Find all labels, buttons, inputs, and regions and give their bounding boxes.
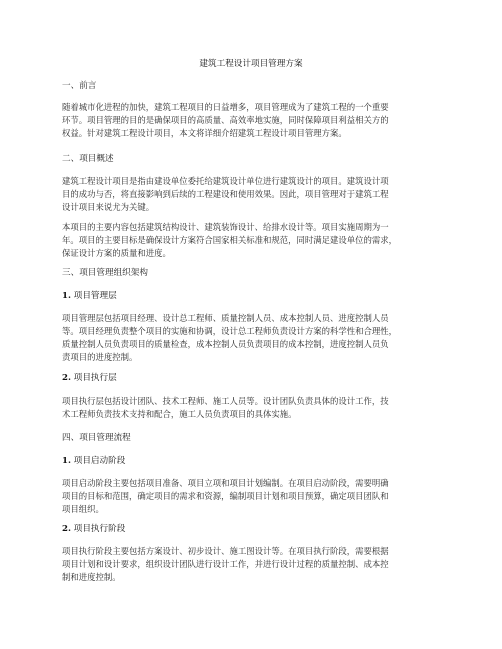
paragraph-line: 设计项目来说尤为关键。	[62, 202, 155, 212]
paragraph-line: 本项目的主要内容包括建筑结构设计、建筑装饰设计、给排水设计等。项目实施周期为一	[62, 222, 389, 232]
section-heading-preface	[62, 80, 452, 93]
section-heading-process	[62, 432, 452, 445]
subheading-startup-phase	[62, 455, 452, 468]
paragraph-line: 权益。针对建筑工程设计项目，本文将详细介绍建筑工程设计项目管理方案。	[62, 128, 347, 138]
paragraph-line: 项目管理层包括项目经理、设计总工程师、质量控制人员、成本控制人员、进度控制人员	[62, 313, 389, 323]
subheading-number: 2.	[62, 524, 71, 534]
paragraph-line: 年。项目的主要目标是确保设计方案符合国家相关标准和规范，同时满足建设单位的需求，	[62, 235, 397, 245]
paragraph-line: 术工程师负责技术支持和配合，施工人员负责项目的具体实施。	[62, 409, 297, 419]
document-title: 建筑工程设计项目管理方案	[199, 59, 303, 69]
subheading-text: 项目启动阶段	[73, 456, 126, 466]
subheading-number: 1.	[62, 291, 71, 301]
paragraph-line: 项目执行阶段主要包括方案设计、初步设计、施工图设计等。在项目执行阶段，需要根据	[62, 546, 389, 556]
paragraph-overview-1	[62, 175, 452, 214]
paragraph-line: 制和进度控制。	[62, 572, 121, 582]
subheading-execution-phase	[62, 523, 452, 536]
subheading-number: 1.	[62, 456, 71, 466]
paragraph-execution-layer	[62, 395, 452, 421]
section-heading-overview	[62, 153, 452, 166]
paragraph-line: 项目组织。	[62, 504, 104, 514]
subheading-text: 项目管理层	[73, 291, 117, 301]
paragraph-line: 保证设计方案的质量和进度。	[62, 248, 171, 258]
paragraph-management-layer	[62, 312, 452, 364]
heading-text: 一、前言	[62, 81, 97, 91]
subheading-text: 项目执行阶段	[73, 524, 126, 534]
paragraph-execution-phase	[62, 545, 452, 584]
paragraph-line: 项目启动阶段主要包括项目准备、项目立项和项目计划编制。在项目启动阶段，需要明确	[62, 478, 389, 488]
paragraph-preface	[62, 101, 452, 140]
heading-text: 二、项目概述	[62, 154, 114, 164]
subheading-execution-layer	[62, 372, 452, 385]
subheading-management-layer	[62, 290, 452, 303]
subheading-text: 项目执行层	[73, 373, 117, 383]
paragraph-line: 项目计划和设计要求，组织设计团队进行设计工作，并进行设计过程的质量控制、成本控	[62, 559, 389, 569]
paragraph-startup-phase	[62, 477, 452, 516]
paragraph-line: 项目执行层包括设计团队、技术工程师、施工人员等。设计团队负责具体的设计工作，技	[62, 396, 389, 406]
paragraph-line: 责项目的进度控制。	[62, 352, 138, 362]
paragraph-line: 质量控制人员负责项目的质量检查，成本控制人员负责项目的成本控制，进度控制人员负	[62, 339, 389, 349]
paragraph-line: 项目的目标和范围，确定项目的需求和资源，编制项目计划和项目预算，确定项目团队和	[62, 491, 389, 501]
subheading-number: 2.	[62, 373, 71, 383]
paragraph-line: 环节。项目管理的目的是确保项目的高质量、高效率地实施，同时保障项目利益相关方的	[62, 115, 389, 125]
paragraph-overview-2	[62, 221, 452, 260]
heading-text: 三、项目管理组织架构	[62, 268, 148, 278]
paragraph-line: 目的成功与否，将直接影响到后续的工程建设和使用效果。因此，项目管理对于建筑工程	[62, 189, 389, 199]
paragraph-line: 随着城市化进程的加快，建筑工程项目的日益增多，项目管理成为了建筑工程的一个重要	[62, 102, 389, 112]
paragraph-line: 建筑工程设计项目是指由建设单位委托给建筑设计单位进行建筑设计的项目。建筑设计项	[62, 176, 389, 186]
section-heading-organization	[62, 267, 452, 280]
heading-text: 四、项目管理流程	[62, 433, 131, 443]
paragraph-line: 等。项目经理负责整个项目的实施和协调，设计总工程师负责设计方案的科学性和合理性，	[62, 326, 397, 336]
